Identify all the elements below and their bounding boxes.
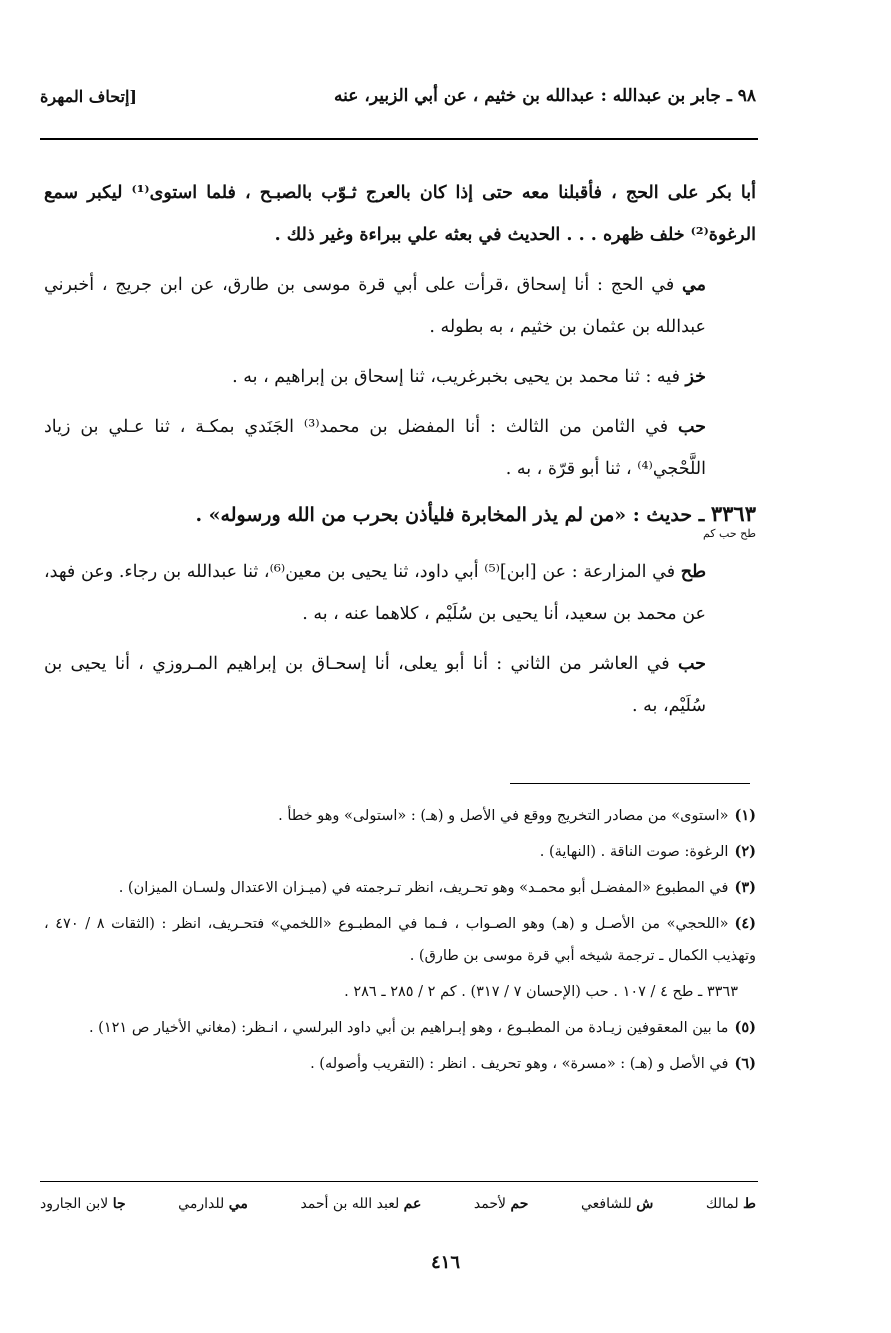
footnote-separator — [510, 783, 750, 784]
book-title: [إتحاف المهرة — [40, 86, 137, 106]
footnote-references — [44, 976, 756, 1008]
paragraph-text: في المزارعة : عن [ابن]⁽⁵⁾ أبي داود، ثنا يحيى بن معين⁽⁶⁾، ثنا عبدالله بن رجاء. وعن فهد، عن محمد بن سعيد، أنا يحيى بن سُلَيْم ، كلاهما عنه ، به . — [44, 562, 706, 624]
siglum-label: للشافعي — [581, 1196, 632, 1212]
running-header — [40, 86, 756, 106]
siglum-label: لمالك — [705, 1196, 739, 1212]
footnote-text: «اللحجي» من الأصـل و (هـ) وهو الصـواب ، فـما في المطبـوع «اللخمي» فتحـريف، انظر : (الثقات ٨ / ٤٧٠ ، وتهذيب الكمال ـ ترجمة شيخه أبي قرة موسى بن طارق) . — [44, 916, 756, 964]
siglum — [706, 1196, 756, 1212]
footnote-number: (٦) — [734, 1055, 756, 1072]
footnote — [44, 908, 756, 972]
footnote-text: ما بين المعقوفين زيـادة من المطبـوع ، وهو إبـراهيم بن أبي داود البرلسي ، انـظر: (مغاني الأخيار ص ١٢١) . — [88, 1020, 729, 1036]
footnote-text: الرغوة: صوت الناقة . (النهاية) . — [539, 844, 729, 860]
paragraph-2 — [44, 264, 756, 348]
paragraph-1: أبا بكر على الحج ، فأقبلنا معه حتى إذا كان بالعرج ثـوّب بالصبـح ، فلما استوى⁽¹⁾ ليكبر سمع الرغوة⁽²⁾ خلف ظهره . . . الحديث في بعثه علي ببراءة وغير ذلك . — [44, 183, 756, 245]
siglum — [474, 1196, 529, 1212]
siglum — [300, 1196, 421, 1212]
paragraph-text: في العاشر من الثاني : أنا أبو يعلى، أنا إسحـاق بن إبراهيم المـروزي ، أنا يحيى بن سُلَيْم، به . — [44, 654, 706, 716]
paragraph-text: في الحج : أنا إسحاق ،قرأت على أبي قرة موسى بن طارق، عن ابن جريج ، أخبرني عبدالله بن عثمان بن خثيم ، به بطوله . — [44, 275, 706, 337]
running-title: ٩٨ ـ جابر بن عبدالله : عبدالله بن خثيم ، عن أبي الزبير، عنه — [334, 86, 756, 106]
siglum-label: للدارمي — [178, 1196, 225, 1212]
source-code: حب — [677, 654, 706, 674]
paragraph-6 — [44, 643, 756, 727]
hadith-number: ٣٣٦٣ — [710, 501, 756, 526]
sigla-legend — [40, 1196, 756, 1212]
siglum — [581, 1196, 653, 1212]
footnote-number: (٣) — [734, 879, 756, 896]
footnote-number: (٢) — [734, 843, 756, 860]
paragraph-4 — [44, 406, 756, 490]
footnote — [44, 1012, 756, 1044]
source-code: طح — [680, 562, 707, 582]
page-number: ٤١٦ — [430, 1252, 460, 1273]
footnote — [44, 872, 756, 904]
main-text — [44, 172, 756, 735]
siglum-label: لأحمد — [473, 1196, 506, 1212]
hadith-codes: طح حب كم — [702, 527, 756, 540]
siglum-code: ط — [743, 1196, 756, 1212]
sigla-rule — [40, 1181, 758, 1182]
siglum-label: لابن الجارود — [40, 1196, 109, 1212]
siglum — [178, 1196, 248, 1212]
hadith-text: ـ حديث : «من لم يذر المخابرة فليأذن بحرب من الله ورسوله» . — [195, 504, 711, 526]
siglum-code: جا — [112, 1196, 126, 1212]
siglum-code: عم — [403, 1196, 422, 1212]
footnote-number: (٤) — [734, 915, 756, 932]
source-code: حب — [677, 417, 706, 437]
source-code: خز — [685, 367, 706, 387]
siglum-code: مي — [228, 1196, 248, 1212]
paragraph-text: في الثامن من الثالث : أنا المفضل بن محمد⁽³⁾ الجَنَدي بمكـة ، ثنا عـلي بن زياد اللَّحْجي⁽⁴⁾ ، ثنا أبو قرّة ، به . — [44, 417, 706, 479]
footnote-number: (١) — [734, 807, 756, 824]
footnote — [44, 800, 756, 832]
footnote-text: في المطبوع «المفضـل أبو محمـد» وهو تحـريف، انظر تـرجمته في (ميـزان الاعتدال ولسـان الميزان) . — [118, 880, 729, 896]
footnote-text: في الأصل و (هـ) : «مسرة» ، وهو تحريف . انظر : (التقريب وأصوله) . — [310, 1056, 729, 1072]
paragraph-5 — [44, 551, 756, 635]
siglum — [40, 1196, 126, 1212]
header-rule — [40, 138, 758, 140]
siglum-code: حم — [510, 1196, 529, 1212]
paragraph-text: فيه : ثنا محمد بن يحيى بخبرغريب، ثنا إسحاق بن إبراهيم ، به . — [232, 367, 686, 387]
footnote-number: (٥) — [734, 1019, 756, 1036]
source-code: مي — [682, 275, 706, 295]
footnote — [44, 836, 756, 868]
siglum-code: ش — [636, 1196, 654, 1212]
footnotes — [44, 800, 756, 1084]
siglum-label: لعبد الله بن أحمد — [300, 1196, 400, 1212]
footnote-text: ٣٣٦٣ ـ طح ٤ / ١٠٧ . حب (الإحسان ٧ / ٣١٧) . كم ٢ / ٢٨٥ ـ ٢٨٦ . — [344, 984, 738, 1000]
paragraph-3 — [44, 356, 756, 398]
footnote-text: «استوى» من مصادر التخريج ووقع في الأصل و (هـ) : «استولى» وهو خطأ . — [278, 808, 729, 824]
footnote — [44, 1048, 756, 1080]
